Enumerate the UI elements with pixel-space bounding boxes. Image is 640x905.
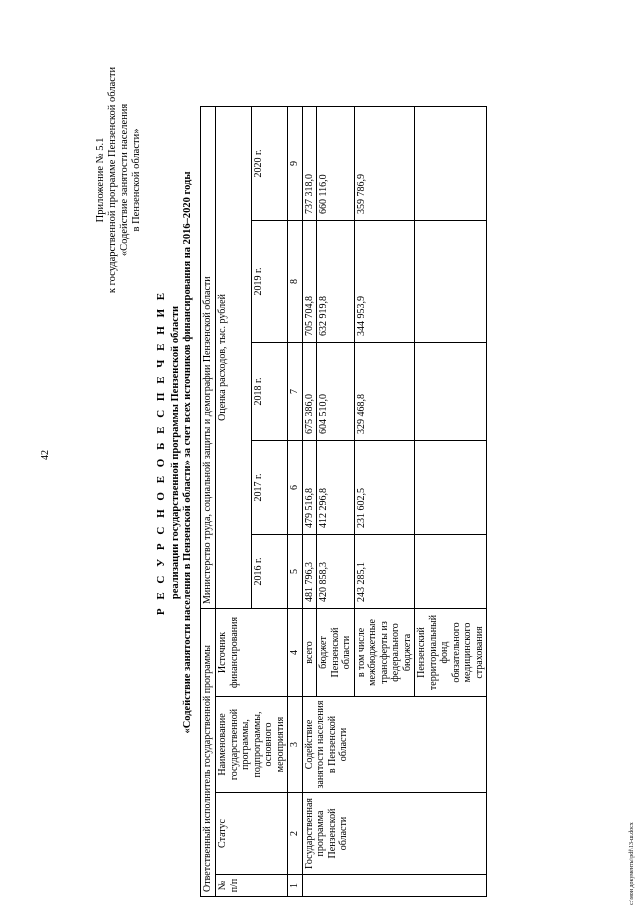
col-index: 8 — [288, 220, 303, 342]
table-row — [302, 106, 317, 896]
document-subtitle: реализации государственной программы Пензенской области — [170, 305, 181, 600]
col-index: 2 — [288, 793, 303, 875]
row-name: Содействие занятости населения в Пензенской области — [302, 697, 487, 793]
amount-cell — [415, 534, 487, 608]
header-year: 2018 г. — [252, 342, 288, 440]
amount-cell — [415, 440, 487, 534]
appendix-line-1: Приложение № 5.1 — [95, 137, 106, 223]
appendix-block — [95, 0, 143, 360]
amount-cell: 675 386,0 — [302, 342, 317, 440]
header-year: 2019 г. — [252, 220, 288, 342]
amount-cell — [415, 342, 487, 440]
amount-cell: 243 285,1 — [354, 534, 415, 608]
amount-cell: 705 704,8 — [302, 220, 317, 342]
source-label: Пензенский территориальный фонд обязательного медицинского страхования — [415, 608, 487, 696]
appendix-line-3: «Содействие занятости населения — [119, 103, 130, 257]
col-index: 7 — [288, 342, 303, 440]
resource-table — [200, 106, 487, 897]
amount-cell — [415, 220, 487, 342]
appendix-line-4: в Пензенской области» — [131, 128, 142, 232]
amount-cell: 231 602,5 — [354, 440, 415, 534]
file-path-footer: c:\мои документы\pdf\13-ш.docx — [629, 822, 635, 905]
page-number: 42 — [40, 450, 51, 460]
header-row — [216, 106, 252, 896]
col-index: 4 — [288, 608, 303, 696]
col-index: 3 — [288, 697, 303, 793]
amount-cell: 344 953,9 — [354, 220, 415, 342]
col-index: 6 — [288, 440, 303, 534]
amount-cell: 481 796,3 — [302, 534, 317, 608]
amount-cell: 329 468,8 — [354, 342, 415, 440]
amount-cell: 632 919,8 — [317, 220, 355, 342]
source-label: в том числе межбюджетные трансферты из федерального бюджета — [354, 608, 415, 696]
document-subtitle-2: «Содействие занятости населения в Пензенской области» за счет всех источников финансирования на 2016–2020 годы — [182, 171, 193, 734]
row-status: Государственная программа Пензенской области — [302, 793, 487, 875]
amount-cell: 660 116,0 — [317, 106, 355, 220]
header-estimate: Оценка расходов, тыс. рублей — [216, 106, 252, 608]
column-index-row — [288, 106, 303, 896]
amount-cell: 412 296,8 — [317, 440, 355, 534]
col-index: 5 — [288, 534, 303, 608]
amount-cell: 737 318,0 — [302, 106, 317, 220]
source-label: всего — [302, 608, 317, 696]
header-year: 2020 г. — [252, 106, 288, 220]
appendix-line-2: к государственной программе Пензенской области — [107, 66, 118, 294]
header-status: Статус — [216, 793, 288, 875]
header-source: Источник финансирования — [216, 608, 288, 696]
executor-label: Ответственный исполнитель государственной программы — [201, 608, 216, 896]
header-year: 2017 г. — [252, 440, 288, 534]
amount-cell: 604 510,0 — [317, 342, 355, 440]
amount-cell — [415, 106, 487, 220]
amount-cell: 359 786,9 — [354, 106, 415, 220]
source-label: бюджет Пензенской области — [317, 608, 355, 696]
document-title: Р Е С У Р С Н О Е О Б Е С П Е Ч Е Н И Е — [155, 289, 167, 616]
row-num — [302, 875, 487, 897]
executor-value: Министерство труда, социальной защиты и демографии Пензенской области — [201, 106, 216, 608]
header-num: № п/п — [216, 875, 288, 897]
amount-cell: 420 858,3 — [317, 534, 355, 608]
amount-cell: 479 516,8 — [302, 440, 317, 534]
executor-row — [201, 106, 216, 896]
header-name: Наименование государственной программы, подпрограммы, основного мероприятия — [216, 697, 288, 793]
col-index: 1 — [288, 875, 303, 897]
header-year: 2016 г. — [252, 534, 288, 608]
col-index: 9 — [288, 106, 303, 220]
